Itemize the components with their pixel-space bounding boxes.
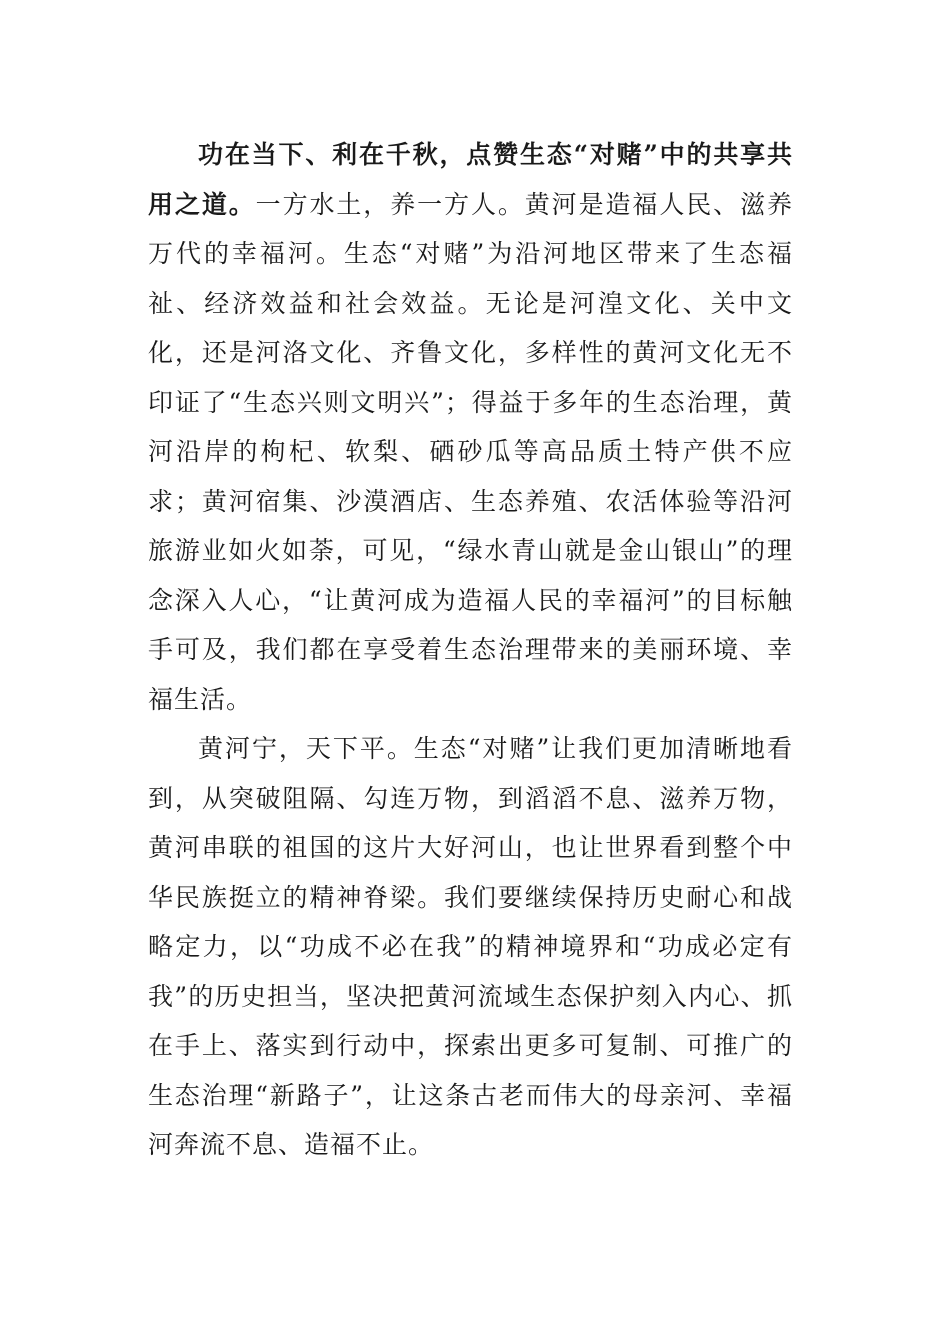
paragraph-2-text: 黄河宁，天下平。生态“对赌”让我们更加清晰地看到，从突破阻隔、勾连万物，到滔滔不息、滋养万物，黄河串联的祖国的这片大好河山，也让世界看到整个中华民族挺立的精神脊梁。我们要继续保持历史耐心和战略定力，以“功成不必在我”的精神境界和“功成必定有我”的历史担当，坚决把黄河流域生态保护刻入内心、抓在手上、落实到行动中，探索出更多可复制、可推广的生态治理“新路子”，让这条古老而伟大的母亲河、幸福河奔流不息、造福不止。 <box>148 734 793 1159</box>
paragraph-2 <box>148 724 793 1170</box>
paragraph-1-text: 一方水土，养一方人。黄河是造福人民、滋养万代的幸福河。生态“对赌”为沿河地区带来了生态福祉、经济效益和社会效益。无论是河湟文化、关中文化，还是河洛文化、齐鲁文化，多样性的黄河文化无不印证了“生态兴则文明兴”；得益于多年的生态治理，黄河沿岸的枸杞、软梨、硒砂瓜等高品质土特产供不应求；黄河宿集、沙漠酒店、生态养殖、农活体验等沿河旅游业如火如荼，可见，“绿水青山就是金山银山”的理念深入人心，“让黄河成为造福人民的幸福河”的目标触手可及，我们都在享受着生态治理带来的美丽环境、幸福生活。 <box>148 189 793 714</box>
paragraph-1 <box>148 130 793 724</box>
paragraph-1-lead-sentence: 功在当下、利在千秋，点赞生态“对赌”中的共享共用之道。 <box>148 140 793 219</box>
article-body <box>148 130 793 1170</box>
